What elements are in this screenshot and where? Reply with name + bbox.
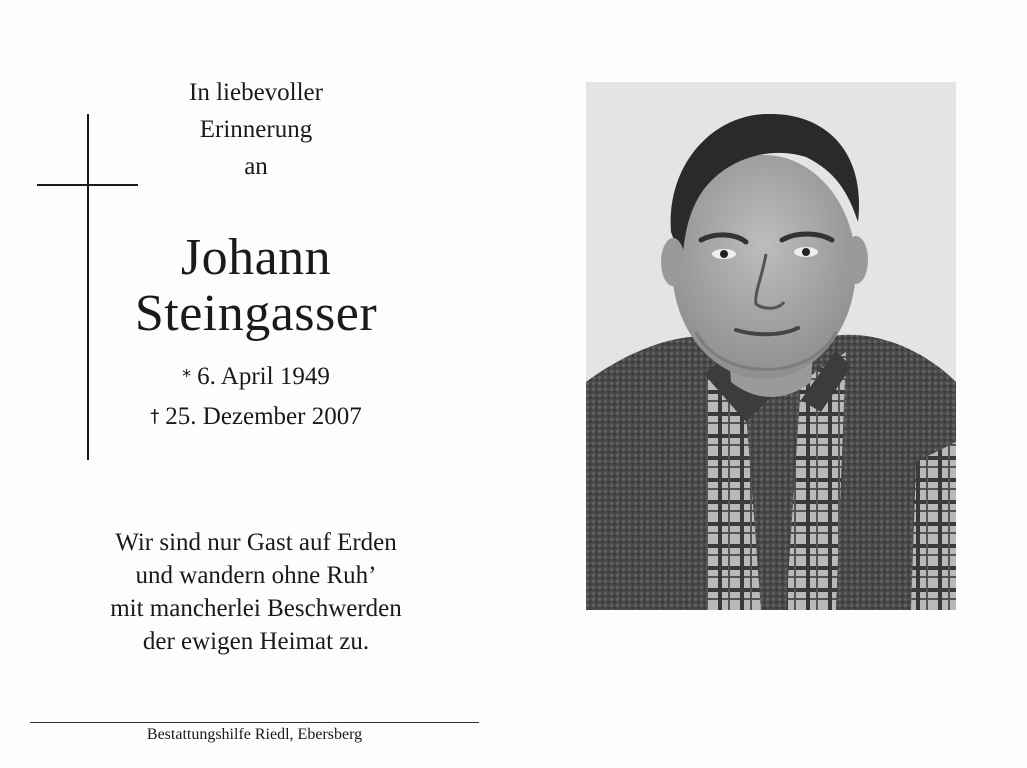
death-date: 25. Dezember 2007 <box>165 403 362 430</box>
birth-star-icon: * <box>182 366 192 387</box>
poem-line: mit mancherlei Beschwerden <box>110 595 402 622</box>
death-line <box>0 398 512 438</box>
poem-line: Wir sind nur Gast auf Erden <box>115 529 397 556</box>
first-name: Johann <box>180 229 332 286</box>
deceased-name <box>0 230 512 342</box>
poem-line: der ewigen Heimat zu. <box>142 628 370 655</box>
portrait-illustration <box>586 82 956 610</box>
intro-line-1: In liebevoller <box>189 79 323 106</box>
footer-divider <box>30 722 479 723</box>
intro-text <box>0 74 512 185</box>
funeral-home-credit: Bestattungshilfe Riedl, Ebersberg <box>146 726 363 743</box>
poem <box>0 526 512 658</box>
last-name: Steingasser <box>134 285 378 342</box>
birth-date: 6. April 1949 <box>197 363 330 390</box>
death-cross-icon: † <box>150 406 160 427</box>
intro-line-3: an <box>244 153 268 180</box>
intro-line-2: Erinnerung <box>199 116 313 143</box>
birth-line <box>0 358 512 398</box>
portrait-photo <box>586 82 956 610</box>
poem-line: und wandern ohne Ruh’ <box>135 562 377 589</box>
life-dates <box>0 358 512 438</box>
